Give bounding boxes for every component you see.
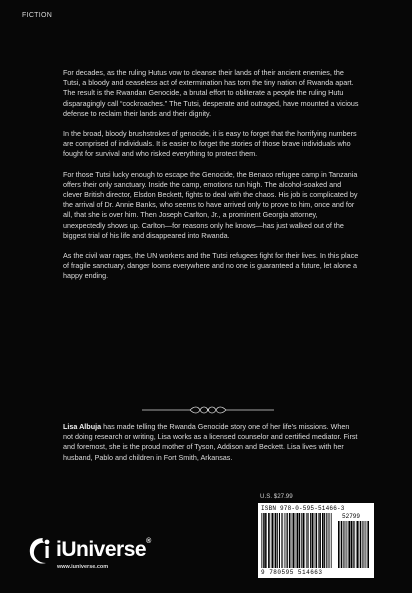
back-cover-blurb (63, 68, 359, 292)
isbn-number: ISBN 978-0-595-51466-3 (261, 505, 345, 512)
barcode-addon-number: 52799 (342, 513, 361, 520)
author-name: Lisa Albuja (63, 422, 102, 431)
blurb-paragraph: In the broad, bloody brushstrokes of genocide, it is easy to forget that the horrifying numbers are comprised of individuals. It is easier to forget the stories of those brave individuals who fought for survival and who risked everything to protect them. (63, 129, 357, 159)
isbn-barcode (258, 503, 374, 578)
ean-digits: 9 780595 514663 (261, 569, 323, 576)
genre-label: FICTION (22, 12, 53, 19)
author-bio (63, 422, 359, 463)
publisher-name: iUniverse® (56, 538, 151, 561)
barcode-addon-icon (338, 521, 370, 568)
flourish-divider-icon (140, 405, 276, 415)
blurb-paragraph: For decades, as the ruling Hutus vow to cleanse their lands of their ancient enemies, the Tutsi, a bloody and ceaseless act of extermination has torn the tiny nation of Rwanda apart. The result is the Rwandan Genocide, a brutal effort to obliterate a people the ruling Hutu disparagingly call “cockroaches.” The Tutsi, desperate and outraged, have mounted a vicious defense to reclaim their lands and their dignity. (63, 68, 359, 118)
publisher-logo (28, 535, 168, 581)
publisher-url: www.iuniverse.com (57, 564, 109, 570)
iuniverse-swirl-icon (28, 535, 58, 567)
blurb-paragraph: As the civil war rages, the UN workers and the Tutsi refugees fight for their lives. In this place of fragile sanctuary, danger looms everywhere and no one is guaranteed a future, let alone a happy ending. (63, 251, 359, 281)
barcode-icon (261, 513, 333, 568)
price-label: U.S. $27.99 (260, 493, 293, 500)
registered-mark: ® (146, 538, 151, 545)
author-bio-text: has made telling the Rwanda Genocide story one of her life's missions. When not doing research or writing, Lisa works as a licensed counselor and certified mediator. First and foremost, she is the proud mother of Tyson, Addison and Beckett. Lisa lives with her husband, Pablo and children in Fort Smith, Arkansas. (63, 422, 358, 462)
blurb-paragraph: For those Tutsi lucky enough to escape the Genocide, the Benaco refugee camp in Tanzania offers their only sanctuary. Inside the camp, emotions run high. The alcohol-soaked and clever British director, Elsdon Beckett, fights to deal with the chaos. His job is complicated by the arrival of Dr. Annie Banks, who seems to have arrived only to prove to him, once and for all, that she is over him. Then Joseph Carlton, Jr., a prominent Georgia attorney, unexpectedly shows up. Carlton—for reasons only he knows—has just walked out of the biggest trial of his life and disappeared into Rwanda. (63, 169, 358, 240)
